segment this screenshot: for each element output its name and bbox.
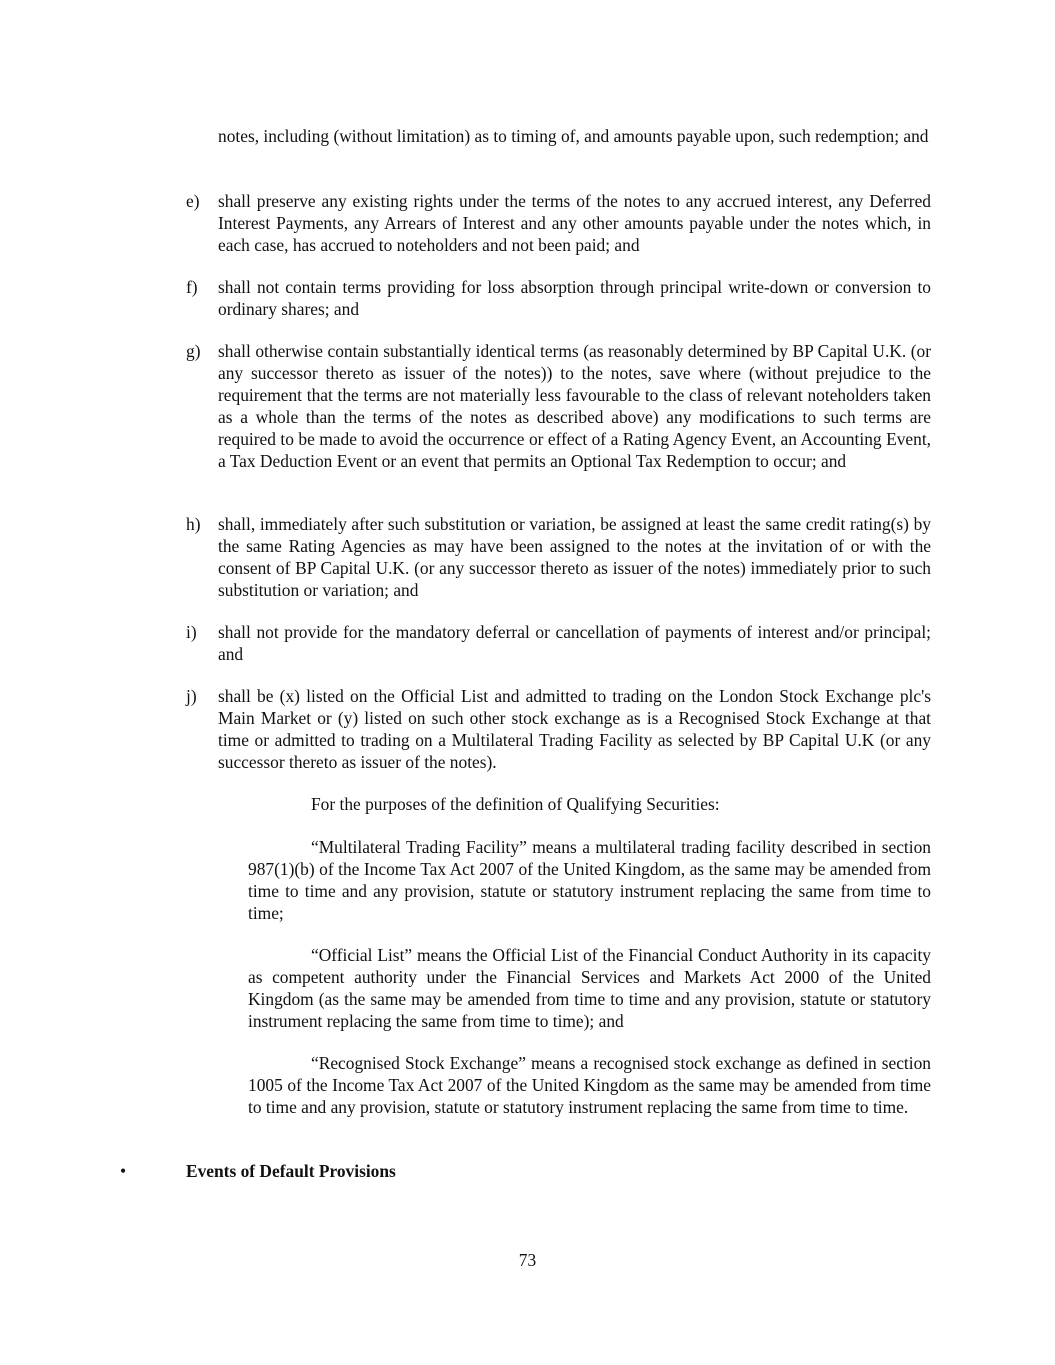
definitions-intro: For the purposes of the definition of Qualifying Securities: [311, 794, 720, 814]
list-item-j [186, 685, 931, 773]
list-item-text: shall not contain terms providing for loss absorption through principal write-down or conversion to ordinary shares; and [218, 277, 931, 319]
page-number: 73 [518, 1250, 537, 1270]
list-item-text: shall preserve any existing rights under the terms of the notes to any accrued interest, any Deferred Interest Payments, any Arrears of Interest and any other amounts payable under the notes which, in each case, has accrued to noteholders and not been paid; and [218, 191, 931, 255]
list-item-text: shall be (x) listed on the Official List and admitted to trading on the London Stock Exchange plc's Main Market or (y) listed on such other stock exchange as is a Recognised Stock Exchange at that time or admitted to trading on a Multilateral Trading Facility as selected by BP Capital U.K (or any successor thereto as issuer of the notes). [218, 686, 931, 772]
list-item-text: shall not provide for the mandatory deferral or cancellation of payments of interest and/or principal; and [218, 622, 931, 664]
list-item-text: shall, immediately after such substitution or variation, be assigned at least the same credit rating(s) by the same Rating Agencies as may have been assigned to the notes at the invitation of or with the consent of BP Capital U.K. (or any successor thereto as issuer of the notes) immediately prior to such substitution or variation; and [218, 514, 931, 600]
list-marker: j) [186, 686, 197, 706]
list-marker: g) [186, 341, 201, 361]
bullet-icon: • [120, 1161, 127, 1181]
list-item-e [186, 190, 931, 256]
list-item-i [186, 621, 931, 665]
list-marker: h) [186, 514, 201, 534]
definition-recognised-stock-exchange: “Recognised Stock Exchange” means a recognised stock exchange as defined in section 1005 of the Income Tax Act 2007 of the United Kingdom as the same may be amended from time to time and any provision, statute or statutory instrument replacing the same from time to time. [248, 1053, 931, 1117]
list-item-g [186, 340, 931, 472]
section-title: Events of Default Provisions [186, 1161, 396, 1181]
list-item-h [186, 513, 931, 601]
list-item-text: shall otherwise contain substantially identical terms (as reasonably determined by BP Capital U.K. (or any successor thereto as issuer of the notes)) to the notes, save where (without prejudice to the requirement that the terms are not materially less favourable to the class of relevant noteholders taken as a whole than the terms of the notes as described above) any modifications to such terms are required to be made to avoid the occurrence or effect of a Rating Agency Event, an Accounting Event, a Tax Deduction Event or an event that permits an Optional Tax Redemption to occur; and [218, 341, 931, 471]
list-marker: f) [186, 277, 198, 297]
list-marker: e) [186, 191, 200, 211]
continuation-paragraph: notes, including (without limitation) as to timing of, and amounts payable upon, such redemption; and [218, 126, 929, 146]
definition-official-list: “Official List” means the Official List of the Financial Conduct Authority in its capacity as competent authority under the Financial Services and Markets Act 2000 of the United Kingdom (as the same may be amended from time to time and any provision, statute or statutory instrument replacing the same from time to time); and [248, 945, 931, 1031]
list-marker: i) [186, 622, 197, 642]
list-item-f [186, 276, 931, 320]
definition-multilateral-trading-facility: “Multilateral Trading Facility” means a multilateral trading facility described in section 987(1)(b) of the Income Tax Act 2007 of the United Kingdom, as the same may be amended from time to time and any provision, statute or statutory instrument replacing the same from time to time; [248, 837, 931, 923]
